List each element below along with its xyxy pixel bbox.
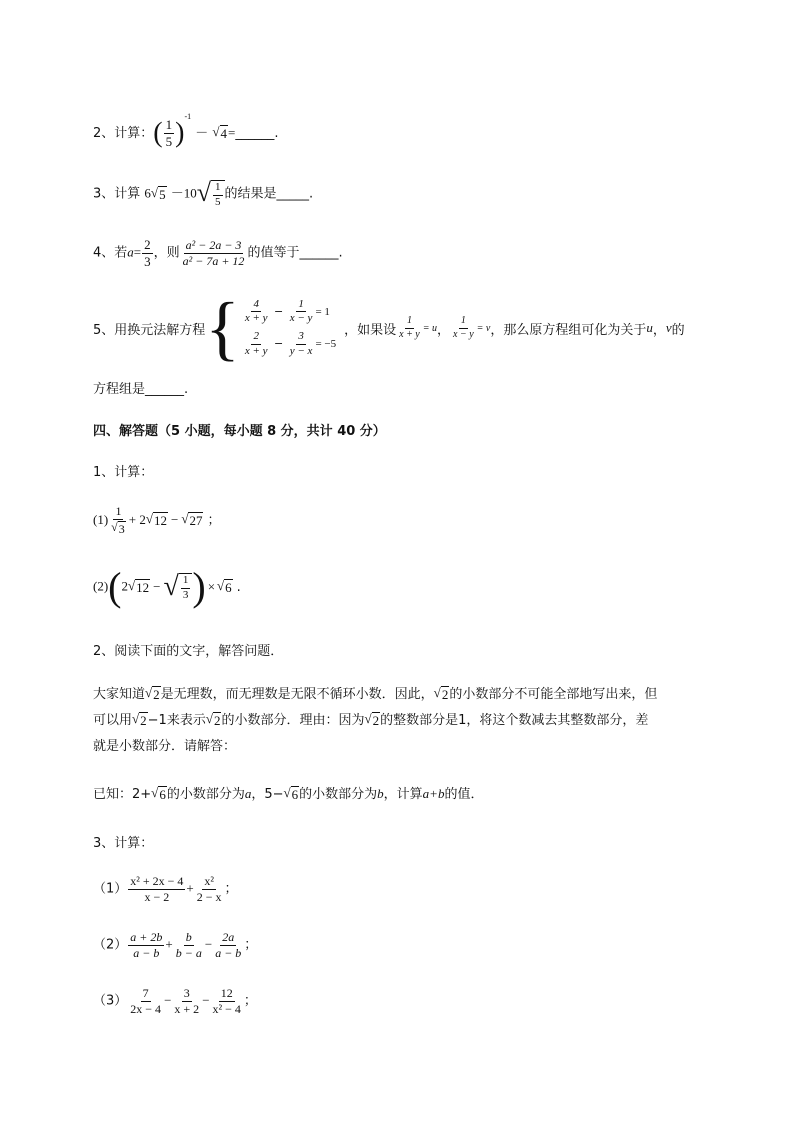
q2-fraction: $\frac{1}{5}$ — [165, 117, 173, 149]
problem-3-sub3: （3） $\frac{7}{2x - 4}$ − $\frac{3}{x + 2}$ − $\frac{12}{\text{x² − 4}}$ ； — [93, 986, 257, 1016]
paren-close: ) — [175, 117, 185, 149]
problem-3-sub2: （2） $\frac{a + 2b}{a - b}$ + $\frac{b}{b - a}$ − $\frac{2a}{a - b}$ ； — [93, 930, 258, 960]
q4-blank: ______ — [299, 245, 339, 261]
q5-label: 5、用换元法解方程 — [93, 322, 206, 338]
v-var: v — [665, 320, 672, 335]
paren-open: ( — [153, 117, 163, 149]
question-3 — [93, 180, 313, 208]
q4-eq: = — [133, 244, 142, 260]
problem-2-para1: 大家知道 √ 2 是无理数，而无理数是无限不循环小数．因此， √ 2 的小数部分不可能全部地写出来，但 — [93, 685, 658, 703]
q5-mid: ，如果设 — [344, 322, 397, 338]
q3-sqrt2: √ $\frac{1}{5}$ — [197, 180, 225, 208]
u-eq: = u — [422, 322, 437, 334]
q4-expression: $\frac{\text{a² − 2a − 3}}{\text{a² − 7a + 12}}$ — [182, 238, 245, 268]
q3-tail: 的结果是 — [224, 186, 277, 202]
q3-blank: _____ — [276, 186, 310, 202]
q4-var: a — [127, 244, 134, 260]
u-def: $\frac{1}{x + y}$ — [399, 315, 420, 340]
problem-2-question: 已知：2+ √ 6 的小数部分为a，5− √ 6 的小数部分为b，计算a+b的值． — [93, 785, 484, 803]
problem-3-label: 3、计算： — [93, 836, 154, 851]
q3-label: 3、计算 — [93, 186, 141, 202]
question-4 — [93, 238, 343, 268]
problem-1-label: 1、计算： — [93, 465, 154, 480]
q4-tail: 的值等于 — [247, 245, 300, 261]
q2-eq: = — [228, 125, 236, 140]
v-def: $\frac{1}{x - y}$ — [453, 315, 474, 340]
section-title: 四、解答题（5 小题，每小题 8 分，共计 40 分） — [93, 424, 386, 439]
question-5-line2 — [93, 378, 188, 397]
equation-1: $\frac{4}{x + y}$ − $\frac{1}{x - y}$ = 1 — [244, 297, 330, 325]
q3-end: . — [309, 186, 314, 202]
q3-sqrt1: √ 5 — [150, 184, 166, 202]
q4-value: $\frac{2}{3}$ — [144, 237, 151, 269]
q2-exponent: -1 — [184, 112, 192, 121]
q2-blank: ______ — [235, 126, 275, 141]
v-eq: = v — [476, 322, 491, 334]
q3-coef2: －10 — [170, 185, 197, 201]
equation-2: $\frac{2}{x + y}$ − $\frac{3}{y - x}$ = −5 — [244, 330, 337, 357]
question-5 — [93, 288, 685, 368]
q3-coef: 6 — [144, 185, 151, 201]
q5-blank: ______ — [145, 382, 185, 397]
problem-2-label: 2、阅读下面的文字，解答问题． — [93, 644, 284, 659]
problem-1-sub1: (1) 1 √ 3 + 2 √ 12 − √ 27 ； — [93, 504, 221, 536]
u-var: u — [646, 320, 653, 335]
q5-tail2: 的 — [671, 322, 685, 338]
q5-sep: ， — [437, 322, 451, 338]
q2-sqrt: √ 4 — [212, 124, 228, 142]
q5-tail: ，那么原方程组可化为关于 — [490, 322, 647, 338]
q2-end: . — [274, 126, 279, 141]
q2-minus: － — [195, 125, 209, 140]
q5-sep2: ， — [652, 322, 666, 338]
q4-label: 4、若 — [93, 245, 128, 261]
q4-end: . — [338, 245, 343, 261]
brace: { — [205, 288, 240, 368]
question-2 — [93, 112, 279, 149]
problem-1-sub2: (2)(2 √ 12 − √ $\frac{1}{3}$ ) × √ 6 . — [93, 564, 241, 609]
problem-2-para2: 可以用 √ 2 −1来表示 √ 2 的小数部分．理由：因为 √ 2 的整数部分是1，将这个数减去其整数部分，差 — [93, 711, 649, 729]
q2-label: 2、计算： — [93, 126, 154, 141]
equation-system — [242, 299, 336, 357]
q5-line2: 方程组是 — [93, 382, 146, 397]
problem-2-para3: 就是小数部分．请解答： — [93, 739, 237, 754]
q5-end: . — [184, 382, 189, 397]
problem-3-sub1: （1） $\frac{\text{x² + 2x − 4}}{x - 2}$ + $\frac{\text{x²}}{2 - x}$ ； — [93, 874, 238, 904]
q4-mid: ，则 — [153, 245, 180, 261]
